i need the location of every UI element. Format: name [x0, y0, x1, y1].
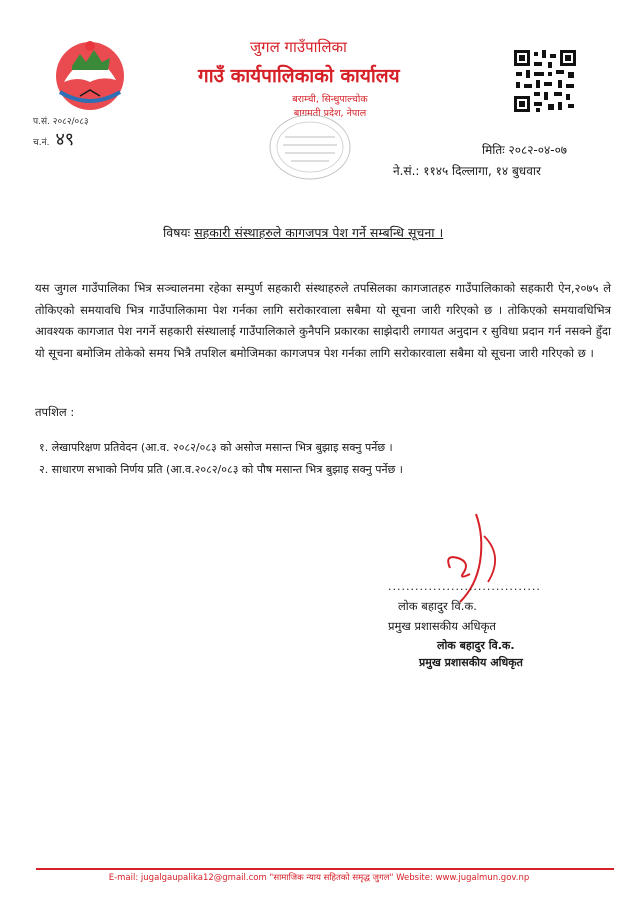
- subject-line: [163, 224, 443, 241]
- office-title: गाउँ कार्यपालिकाको कार्यालय: [198, 65, 400, 87]
- list-item: १. लेखापरिक्षण प्रतिवेदन (आ.व. २०८२/०८३ को असोज मसान्त भित्र बुझाइ सक्नु पर्नेछ ।: [39, 441, 393, 454]
- signer-name: लोक बहादुर वि.क.: [398, 599, 477, 613]
- subject-text: सहकारी संस्थाहरुले कागजपत्र पेश गर्ने सम्बन्धि सूचना ।: [194, 225, 444, 240]
- nepal-emblem-icon: [50, 36, 130, 114]
- notice-paragraph: यस जुगल गाउँपालिका भित्र सञ्चालनमा रहेका सम्पुर्ण सहकारी संस्थाहरुले तपसिलका कागजातहरु गाउँपालिकाको सहकारी ऐन,२०७५ ले तोकिएको समयावधि भित्र गाउँपालिकामा पेश गर्नका लागि सरोकारवाला सबैमा यो सूचना जारी गरिएको छ । तोकिएको समयावधिभित्र आवश्यक कागजात पेश नगर्ने सहकारी संस्थालाई गाउँपालिकाले कुनैपनि प्रकारका साझेदारी लगायत अनुदान र सुविधा प्रदान गर्न नसक्ने हुँदा यो सूचना बमोजिम तोकेको समय भित्रै तपशिल बमोजिमका कागजपत्र पेश गर्नका लागि सरोकारवाला सबैमा यो सूचना जारी गरिएको छ ।: [35, 281, 611, 360]
- signer-title: प्रमुख प्रशासकीय अधिकृत: [388, 619, 496, 633]
- footer-contact: E-mail: jugalgaupalika12@gmail.com "सामाजिक न्याय सहितको समृद्ध जुगल" Website: www.jugalmun.gov.np: [108, 873, 530, 883]
- office-stamp-icon: [267, 112, 353, 182]
- list-item: २. साधारण सभाको निर्णय प्रति (आ.व.२०८२/०८३ को पौष मसान्त भित्र बुझाइ सक्नु पर्नेछ ।: [39, 463, 403, 476]
- address-line-1: बराम्ची, सिन्धुपाल्चोक: [292, 94, 368, 105]
- qr-code-icon: [512, 48, 578, 114]
- address-line-2: बागमती प्रदेश, नेपाल: [293, 108, 367, 119]
- signature-line: ..................................: [388, 580, 541, 593]
- reference-number: प.सं. २०८२/०८३: [33, 117, 89, 127]
- subject-label: विषयः: [163, 225, 191, 240]
- date-line: मितिः २०८२-०४-०७: [482, 143, 568, 157]
- dispatch-number-value: ४९: [55, 129, 75, 150]
- title-stamp: प्रमुख प्रशासकीय अधिकृत: [419, 656, 523, 669]
- nepal-sambat-date: ने.सं.: ११४५ दिल्लागा, १४ बुधवार: [393, 164, 541, 178]
- footer-divider: [36, 868, 614, 870]
- dispatch-number: [33, 127, 74, 151]
- name-stamp: लोक बहादुर वि.क.: [437, 639, 515, 652]
- details-heading: तपशिल :: [35, 405, 75, 419]
- dispatch-number-label: च.नं.: [33, 138, 50, 148]
- municipality-name: जुगल गाउँपालिका: [250, 38, 347, 56]
